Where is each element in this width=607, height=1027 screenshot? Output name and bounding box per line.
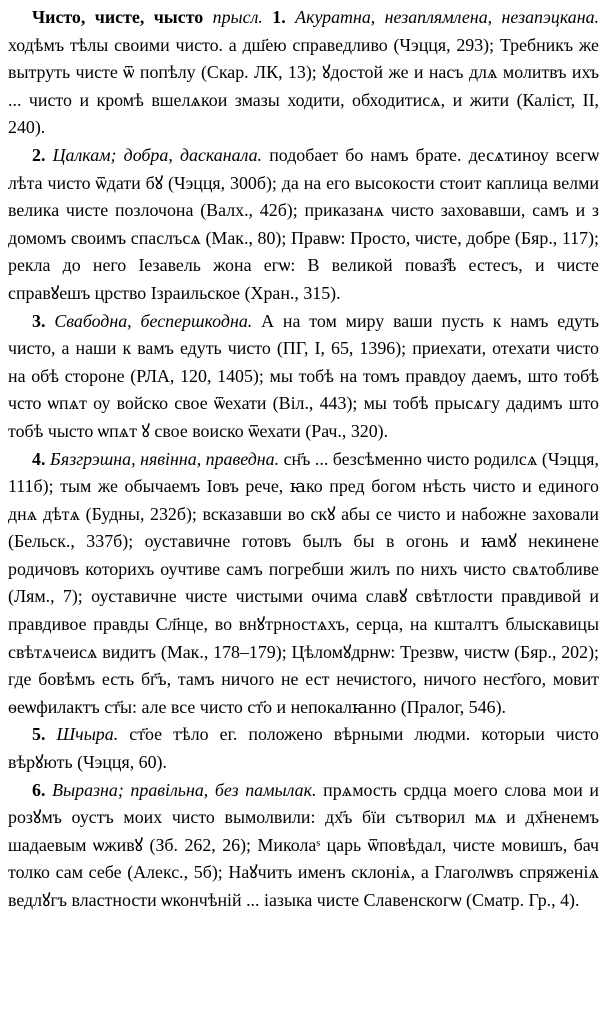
- sense-definition: Цалкам; добра, дасканала.: [52, 144, 263, 165]
- sense-6: 6. Выразна; правільна, без памылак. прѧмость срдца моего слова мои и розꙋмъ оустъ моих чисто вымолвили: дх҃ъ бїи сътворил мѧ и дх҃ненемъ шадаевым ѡживꙋ (Зб. 262, 26); Миколаˢ царь ѿповѣдал, чисте мовишъ, бач толко сам себе (Алекс., 5б); Наꙋчить именъ склоніѧ, а Глаголѡвъ спряженіѧ ведлꙋгъ властности ѡкончѣній ... іазыка чисте Славенскогѡ (Сматр. Гр., 4).: [8, 779, 599, 910]
- sense-number: 1: [272, 7, 282, 27]
- sense-citations: ходѣмъ тѣлы своими чисто. а дш҃ею справедливо (Чэцця, 293); Требникъ же вытруть чисте ѿ попѣлу (Скар. ЛК, 13); ꙋдостой же и насъ длѧ молитвъ ихъ ... чисто и кромѣ вшелѧкои змазы ходити, обходитисѧ, и жити (Каліст, ІІ, 240).: [8, 34, 599, 138]
- sense-number: 4: [32, 448, 41, 469]
- sense-citations: сн҃ъ ... безсѣменно чисто родилсѧ (Чэцця, 111б); тым же обычаемъ Іовъ рече, ꙗко пред богом нѣсть чисто и единого днѧ дѣтѧ (Будны, 232б); всказавши во скꙋ абы се чисто и набожне заховали (Бельск., 337б); оуставичне готовъ былъ бы в огонь и ꙗмꙋ некинене родичовъ которихъ оучтиве самъ погребши жилъ по нихъ чисто свѧтобливе (Лям., 7); оуставичне чисте чистыми очима славꙋ свѣтлости правдивой и правдивое правды Сл҃нце, во внꙋтрностѧхъ, серца, на кшталтъ блыскавицы свѣтѧчеисѧ видитъ (Мак., 178–179); Цѣломꙋдрнѡ: Трезвѡ, чистѡ (Бяр., 202); где бовѣмъ есть бг҃ъ, тамъ ничого не ест нечистого, ничого нест҃ого, мовит ѳеѡфилактъ ст҃ы: але все чисто ст҃о и непокалꙗнно (Пралог, 546).: [8, 448, 599, 717]
- sense-5: 5. Шчыра. ст҃ое тѣло ег. положено вѣрными людми. которыи чисто вѣрꙋють (Чэцця, 60).: [8, 724, 599, 773]
- sense-citations: прѧмость срдца моего слова мои и розꙋмъ оустъ моих чисто вымолвили: дх҃ъ бїи сътворил мѧ и дх҃ненемъ шадаевым ѡживꙋ (Зб. 262, 26); Миколаˢ царь ѿповѣдал, чисте мовишъ, бач толко сам себе (Алекс., 5б); Наꙋчить именъ склоніѧ, а Глаголѡвъ спряженіѧ ведлꙋгъ властности ѡкончѣній ... іазыка чисте Славенскогѡ (Сматр. Гр., 4).: [8, 779, 599, 910]
- sense-definition: Свабодна, беспершкодна.: [54, 310, 253, 331]
- dictionary-entry: [8, 4, 599, 915]
- sense-definition: Выразна; правільна, без памылак.: [52, 779, 317, 800]
- sense-number: 3: [32, 310, 41, 331]
- sense-4: 4. Бязгрэшна, нявінна, праведна. сн҃ъ ... безсѣменно чисто родилсѧ (Чэцця, 111б); тым же обычаемъ Іовъ рече, ꙗко пред богом нѣсть чисто и единого днѧ дѣтѧ (Будны, 232б); всказавши во скꙋ абы се чисто и набожне заховали (Бельск., 337б); оуставичне готовъ былъ бы в огонь и ꙗмꙋ некинене родичовъ которихъ оучтиве самъ погребши жилъ по нихъ чисто свѧтобливе (Лям., 7); оуставичне чисте чистыми очима славꙋ свѣтлости правдивой и правдивое правды Сл҃нце, во внꙋтрностѧхъ, серца, на кшталтъ блыскавицы свѣтѧчеисѧ видитъ (Мак., 178–179); Цѣломꙋдрнѡ: Трезвѡ, чистѡ (Бяр., 202); где бовѣмъ есть бг҃ъ, тамъ ничого не ест нечистого, ничого нест҃ого, мовит ѳеѡфилактъ ст҃ы: але все чисто ст҃о и непокалꙗнно (Пралог, 546).: [8, 448, 599, 717]
- sense-definition: Акуратна, незаплямлена, незапэцкана.: [295, 7, 599, 27]
- sense-citations: подобает бо намъ брате. десѧтиноу всегѡ лѣта чисто ѿдати бꙋ (Чэцця, 300б); да на его высокости стоит каплица велми велика чисте позлочона (Валх., 42б); приказанѧ чисто заховавши, самъ и з домомъ своимъ спаслъсѧ (Мак., 80); Правѡ: Просто, чисте, добре (Бяр., 117); рекла до него Іезавель жона егѡ: В великой поваз̑ѣ естесъ, и чисте справꙋешъ црство Ізраильское (Хран., 315).: [8, 144, 600, 303]
- sense-definition: Шчыра.: [56, 724, 119, 745]
- sense-citations: А на том миру ваши пусть к намъ едуть чисто, а наши к вамъ едуть чисто (ПГ, І, 65, 1396); приехати, отехати чисто на обѣ стороне (РЛА, 120, 1405); мы тобѣ на томъ правдоу даемъ, што тобѣ чсто ѡпѧт оу войско свое ѿехати (Віл., 443); мы тобѣ прысѧгу дадимъ што тобѣ чысто ѡпѧт ꙋ свое воиско ѿехати (Рач., 320).: [8, 310, 599, 441]
- sense-definition: Бязгрэшна, нявінна, праведна.: [49, 448, 280, 469]
- sense-number: 6: [32, 779, 41, 800]
- sense-citations: ст҃ое тѣло ег. положено вѣрными людми. которыи чисто вѣрꙋють (Чэцця, 60).: [8, 724, 599, 773]
- sense-number: 2: [32, 144, 41, 165]
- sense-2: 2. Цалкам; добра, дасканала. подобает бо намъ брате. десѧтиноу всегѡ лѣта чисто ѿдати бꙋ (Чэцця, 300б); да на его высокости стоит каплица велми велика чисте позлочона (Валх., 42б); приказанѧ чисто заховавши, самъ и з домомъ своимъ спаслъсѧ (Мак., 80); Правѡ: Просто, чисте, добре (Бяр., 117); рекла до него Іезавель жона егѡ: В великой поваз̑ѣ естесъ, и чисте справꙋешъ црство Ізраильское (Хран., 315).: [8, 144, 600, 303]
- part-of-speech: прысл.: [212, 7, 263, 27]
- sense-3: 3. Свабодна, беспершкодна. А на том миру ваши пусть к намъ едуть чисто, а наши к вамъ едуть чисто (ПГ, І, 65, 1396); приехати, отехати чисто на обѣ стороне (РЛА, 120, 1405); мы тобѣ на томъ правдоу даемъ, што тобѣ чсто ѡпѧт оу войско свое ѿехати (Віл., 443); мы тобѣ прысѧгу дадимъ што тобѣ чысто ѡпѧт ꙋ свое воиско ѿехати (Рач., 320).: [8, 310, 599, 441]
- sense-number: 5: [32, 724, 41, 745]
- sense-1: Чисто, чисте, чысто прысл. 1. Акуратна, незаплямлена, незапэцкана. ходѣмъ тѣлы своими чисто. а дш҃ею справедливо (Чэцця, 293); Требникъ же вытруть чисте ѿ попѣлу (Скар. ЛК, 13); ꙋдостой же и насъ длѧ молитвъ ихъ ... чисто и кромѣ вшелѧкои змазы ходити, обходитисѧ, и жити (Каліст, ІІ, 240).: [8, 7, 599, 138]
- headword: Чисто, чисте, чысто: [32, 7, 204, 27]
